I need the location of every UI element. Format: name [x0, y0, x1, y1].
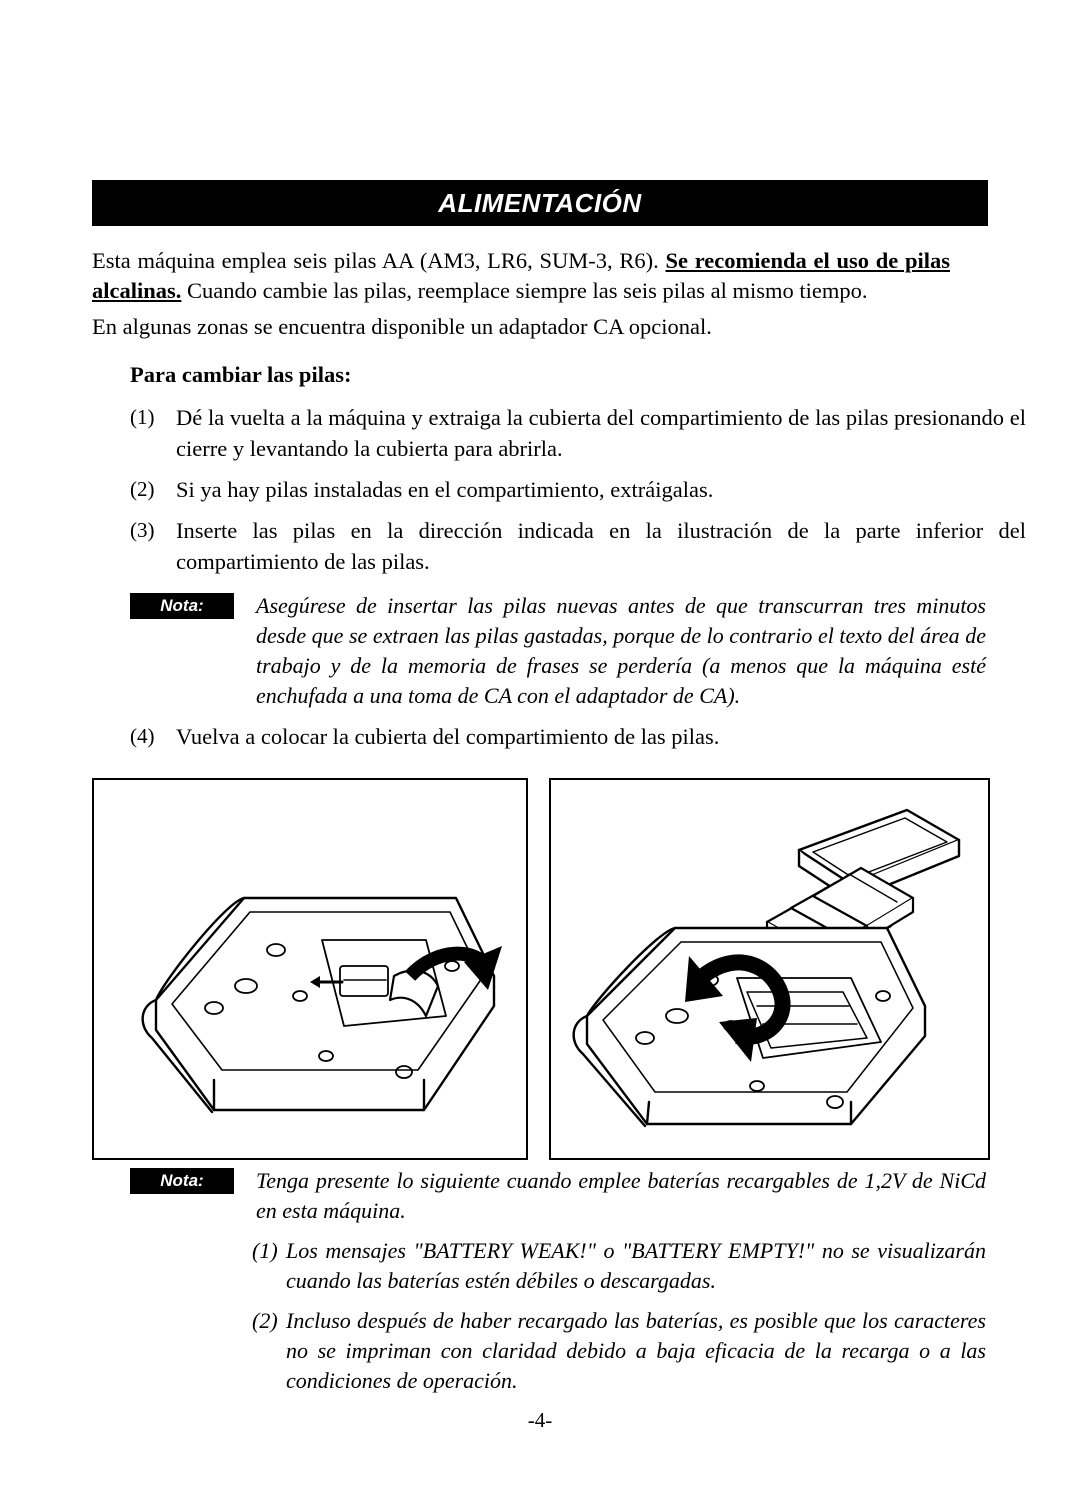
step-text: Si ya hay pilas instaladas en el compartimiento, extráigalas.	[176, 477, 714, 502]
note-text: Tenga presente lo siguiente cuando emplee baterías recargables de 1,2V de NiCd en esta máquina.	[256, 1168, 986, 1223]
step-text: Dé la vuelta a la máquina y extraiga la cubierta del compartimiento de las pilas presionando el cierre y levantando la cubierta para abrirla.	[176, 405, 1026, 461]
note-block-1	[130, 591, 988, 711]
illustrations	[92, 778, 988, 1156]
steps-list	[92, 402, 1026, 752]
note-block-2	[130, 1166, 988, 1226]
note-tag: Nota:	[130, 593, 234, 619]
page-title: ALIMENTACIÓN	[438, 188, 642, 218]
subsection-heading: Para cambiar las pilas:	[130, 362, 352, 387]
step-text: Inserte las pilas en la dirección indicada en la ilustración de la parte inferior del compartimiento de las pilas.	[176, 518, 1026, 574]
intro-p1-after: Cuando cambie las pilas, reemplace siempre las seis pilas al mismo tiempo.	[181, 278, 868, 303]
note-text: Asegúrese de insertar las pilas nuevas antes de que transcurran tres minutos desde que se extraen las pilas gastadas, porque de lo contrario el texto del área de trabajo y de la memoria de frases se perdería (a menos que la máquina esté enchufada a una toma de CA con el adaptador de CA).	[256, 593, 986, 708]
step-number: (2)	[130, 477, 155, 501]
step-number: (3)	[130, 518, 155, 542]
figure-right	[549, 778, 990, 1160]
note-sub-text: Los mensajes "BATTERY WEAK!" o "BATTERY EMPTY!" no se visualizarán cuando las baterías estén débiles o descargadas.	[286, 1238, 986, 1293]
intro-p1-before: Esta máquina emplea seis pilas AA (AM3, LR6, SUM-3, R6).	[92, 248, 666, 273]
list-item	[130, 721, 1026, 752]
step-text: Vuelva a colocar la cubierta del compartimiento de las pilas.	[176, 724, 720, 749]
note-sub-text: Incluso después de haber recargado las baterías, es posible que los caracteres no se impriman con claridad debido a baja eficacia de la recarga o a las condiciones de operación.	[286, 1308, 986, 1393]
note-sub-item	[252, 1236, 986, 1296]
step-number: (1)	[130, 405, 155, 429]
intro-paragraph-1	[92, 246, 950, 306]
note-sub-number: (2)	[252, 1308, 278, 1333]
device-underside-open-battery-cover-icon	[94, 780, 522, 1154]
page-number: -4-	[527, 1408, 553, 1432]
note-sub-item	[252, 1306, 986, 1396]
page-content	[92, 246, 1026, 762]
intro-paragraph-2: En algunas zonas se encuentra disponible un adaptador CA opcional.	[92, 314, 712, 339]
step-number: (4)	[130, 724, 155, 748]
list-item	[130, 474, 1026, 505]
note-tag: Nota:	[130, 1168, 234, 1194]
section-header-bar	[92, 180, 988, 226]
list-item	[130, 515, 1026, 577]
intro-p1-emphasis: Se recomienda el uso de pilas alcalinas.	[92, 248, 950, 303]
list-item	[130, 402, 1026, 464]
device-battery-insertion-icon	[551, 780, 984, 1154]
note-block-2-container	[92, 1166, 988, 1396]
note-sub-number: (1)	[252, 1238, 278, 1263]
figure-left	[92, 778, 528, 1160]
